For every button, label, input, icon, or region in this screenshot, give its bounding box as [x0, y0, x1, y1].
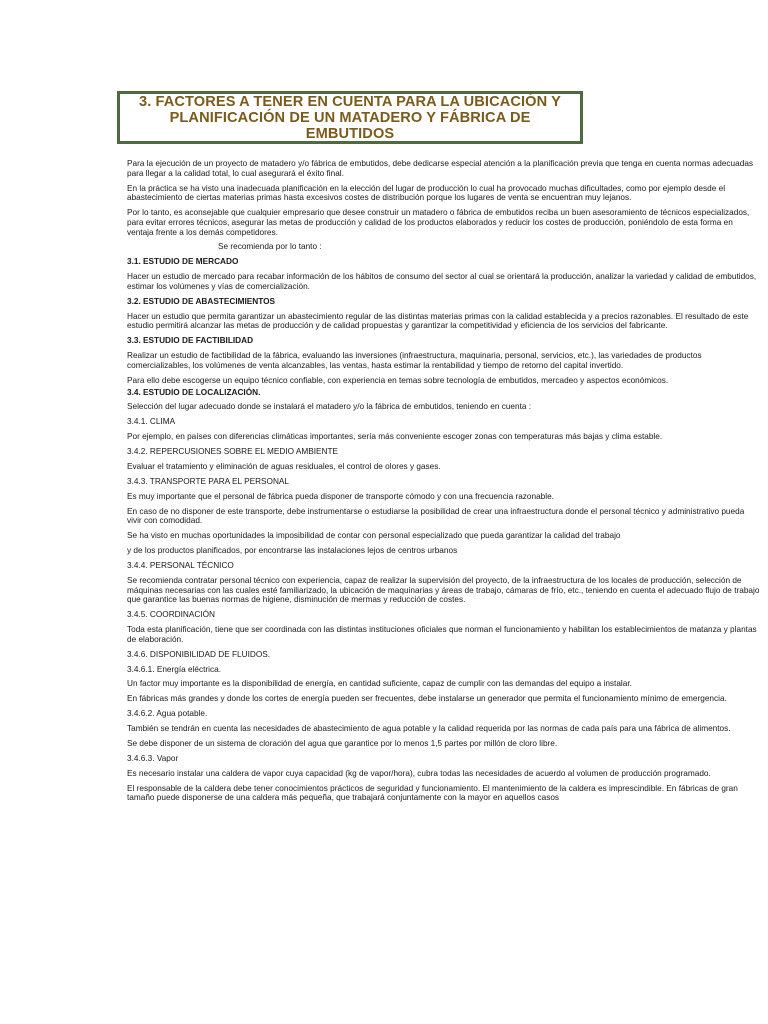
document-body [127, 159, 760, 808]
section-3-4-1-paragraph: Por ejemplo, en países con diferencias climáticas importantes, sería más conveniente escoger zonas con temperaturas más bajas y clima estable. [127, 432, 663, 442]
section-3-3-paragraph-1: Realizar un estudio de factibilidad de la fábrica, evaluando las inversiones (infraestructura, maquinaria, personal, servicios, etc.), las variedades de productos comercializables, los volúmenes de venta alcanzables, las ventas, hasta estimar la rentabilidad y tiempo de retorno del capital invertido. [127, 351, 702, 370]
intro-paragraph-1: Para la ejecución de un proyecto de matadero y/o fábrica de embutidos, debe dedicarse especial atención a la planificación previa que tenga en cuenta normas adecuadas para llegar a la calidad total, lo cual asegurará el éxito final. [127, 159, 754, 178]
section-3-4-3-paragraph-4: y de los productos planificados, por encontrarse las instalaciones lejos de centros urbanos [127, 546, 458, 556]
section-3-4-6-1-paragraph-2: En fábricas más grandes y donde los cortes de energía pueden ser frecuentes, debe instalarse un generador que permita el funcionamiento mínimo de emergencia. [127, 694, 727, 704]
section-3-4-6-2-heading: 3.4.6.2. Agua potable. [127, 709, 208, 719]
section-3-4-6-heading: 3.4.6. DISPONIBILIDAD DE FLUIDOS. [127, 649, 271, 659]
section-3-4-6-3-paragraph-1: Es necesario instalar una caldera de vapor cuya capacidad (kg de vapor/hora), cubra todas las necesidades de acuerdo al volumen de producción programado. [127, 768, 711, 778]
section-3-4-paragraph: Selección del lugar adecuado donde se instalará el matadero y/o la fábrica de embutidos, teniendo en cuenta : [127, 402, 532, 412]
intro-paragraph-2: En la práctica se ha visto una inadecuada planificación en la elección del lugar de producción lo cual ha provocado muchas dificultades, como por ejemplo desde el abastecimiento de ciertas materias primas hasta excesivos costes de distribución porque los lugares de venta se encuentran muy lejanos. [127, 183, 726, 203]
section-3-2-heading: 3.2. ESTUDIO DE ABASTECIMIENTOS [127, 296, 276, 306]
page-title: 3. FACTORES A TENER EN CUENTA PARA LA UBICACIÓN Y PLANIFICACIÓN DE UN MATADERO Y FÁBRICA DE EMBUTIDOS [139, 93, 561, 142]
section-3-4-5-paragraph: Toda esta planificación, tiene que ser coordinada con las distintas instituciones oficiales que norman el funcionamiento y habilitan los establecimientos de matanza y plantas de elaboración. [127, 625, 757, 644]
section-3-4-1-heading: 3.4.1. CLIMA [127, 417, 176, 427]
title-box [117, 91, 583, 144]
section-3-4-3-paragraph-2: En caso de no disponer de este transporte, debe instrumentarse o estudiarse la posibilidad de crear una infraestructura donde el personal técnico y administrativo pueda vivir con comodidad. [127, 506, 745, 526]
section-3-4-6-1-heading: 3.4.6.1. Energía eléctrica. [127, 664, 222, 674]
section-3-4-6-1-paragraph-1: Un factor muy importante es la disponibilidad de energía, en cantidad suficiente, capaz de cumplir con las demandas del equipo a instalar. [127, 679, 632, 689]
section-3-4-5-heading: 3.4.5. COORDINACIÓN [127, 610, 216, 620]
section-3-4-3-paragraph-1: Es muy importante que el personal de fábrica pueda disponer de transporte cómodo y con una frecuencia razonable. [127, 491, 554, 501]
section-3-4-3-paragraph-3: Se ha visto en muchas oportunidades la imposibilidad de contar con personal especializado que pueda garantizar la calidad del trabajo [127, 531, 621, 541]
section-3-4-3-heading: 3.4.3. TRANSPORTE PARA EL PERSONAL [127, 476, 290, 486]
section-3-4-4-heading: 3.4.4. PERSONAL TÉCNICO [127, 561, 234, 571]
section-3-4-6-2-paragraph-2: Se debe disponer de un sistema de cloración del agua que garantice por lo menos 1,5 partes por millón de cloro libre. [127, 739, 558, 749]
recommend-line: Se recomienda por lo tanto : [218, 242, 322, 252]
section-3-4-6-3-paragraph-2: El responsable de la caldera debe tener conocimientos prácticos de seguridad y funcionamiento. El mantenimiento de la caldera es imprescindible. En fábricas de gran tamaño puede disponerse de una caldera más pequeña, que trabajará conjuntamente con la mayor en aquellos casos [127, 783, 738, 803]
section-3-4-4-paragraph: Se recomienda contratar personal técnico con experiencia, capaz de realizar la supervisión del proyecto, de la infraestructura de los locales de producción, selección de máquinas necesarias con las cuales esté familiarizado, la ubicación de maquinarias y áreas de trabajo, cámaras de frío, etc., teniendo en cuenta el adecuado flujo de trabajo que garantice las buenas normas de higiene, disminución de mermas y reducción de costes. [127, 575, 760, 605]
section-3-3-heading: 3.3. ESTUDIO DE FACTIBILIDAD [127, 336, 254, 346]
section-3-4-heading: 3.4. ESTUDIO DE LOCALIZACIÓN. [127, 387, 261, 397]
intro-paragraph-3: Por lo tanto, es aconsejable que cualquier empresario que desee construir un matadero o fábrica de embutidos reciba un buen asesoramiento de técnicos especializados, para evitar errores técnicos, asegurar las metas de producción y calidad de los productos elaborados y reducir los costes de producción, poniéndolo de esta forma en ventaja frente a los demás competidores. [127, 208, 750, 237]
section-3-2-paragraph: Hacer un estudio que permita garantizar un abastecimiento regular de las distintas materias primas con la calidad establecida y a precios razonables. El resultado de este estudio permitirá alcanzar las metas de producción y de calidad propuestas y garantizar la competitividad y eficiencia de los servicios del fabricante. [127, 311, 749, 331]
section-3-1-paragraph: Hacer un estudio de mercado para recabar información de los hábitos de consumo del sector al cual se orientará la producción, analizar la variedad y calidad de embutidos, estimar los volúmenes y vías de comercialización. [127, 272, 757, 291]
section-3-1-heading: 3.1. ESTUDIO DE MERCADO [127, 257, 239, 267]
section-3-3-paragraph-2: Para ello debe escogerse un equipo técnico confiable, con experiencia en temas sobre tecnología de embutidos, mercadeo y aspectos económicos. [127, 375, 669, 385]
section-3-4-2-paragraph: Evaluar el tratamiento y eliminación de aguas residuales, el control de olores y gases. [127, 461, 441, 471]
section-3-4-2-heading: 3.4.2. REPERCUSIONES SOBRE EL MEDIO AMBIENTE [127, 447, 339, 457]
section-3-4-6-2-paragraph-1: También se tendrán en cuenta las necesidades de abastecimiento de agua potable y la calidad requerida por las normas de cada país para una fábrica de alimentos. [127, 724, 731, 734]
section-3-4-6-3-heading: 3.4.6.3. Vapor [127, 753, 179, 763]
